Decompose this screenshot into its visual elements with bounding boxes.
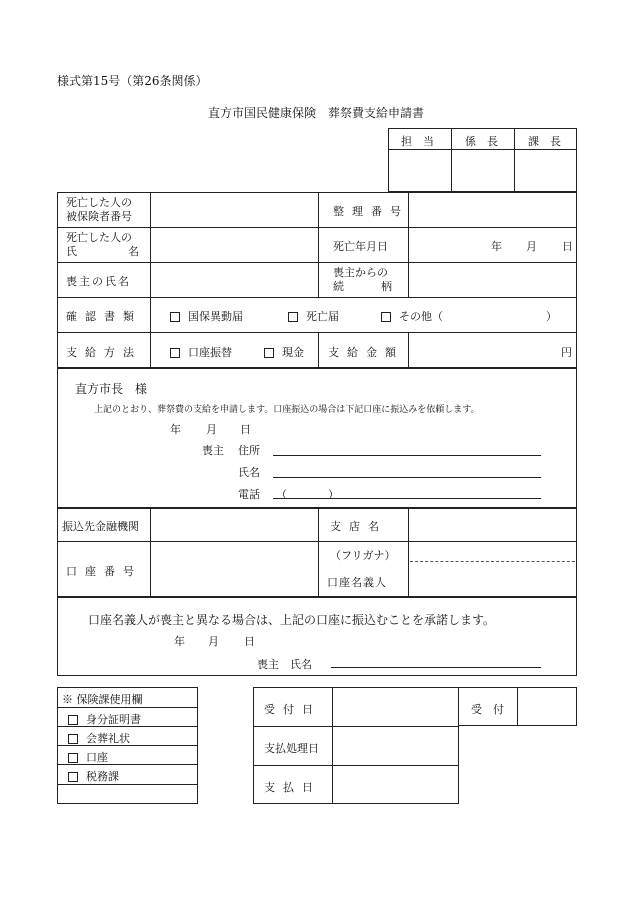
insured-number-field[interactable] [152,195,316,225]
doc-option-3-close: ） [546,310,557,323]
doc-option-2[interactable] [288,308,339,324]
consent-year: 年 [174,635,185,648]
deceased-name-label-l2a: 氏 [66,245,77,258]
request-phone-label: 電話 [238,488,260,501]
insured-number-label-l2: 被保険者番号 [66,210,132,223]
payment-date-label: 支払日 [264,781,321,794]
deceased-name-label-l2b: 名 [128,245,139,258]
furigana-field[interactable] [410,544,575,559]
death-date-label: 死亡年月日 [333,240,388,253]
payment-processing-date-field[interactable] [334,728,456,763]
account-number-field[interactable] [152,544,316,595]
doc-option-1[interactable] [170,308,243,324]
checkbox-icon[interactable] [68,715,78,725]
bank-institution-label: 振込先金融機関 [62,520,139,533]
furigana-label: （フリガナ） [330,549,396,562]
checkbox-icon[interactable] [381,312,391,322]
mourner-name-label: 喪主の氏名 [66,275,131,288]
ref-number-label: 整理番号 [333,205,409,218]
branch-label: 支店名 [330,520,387,533]
yen-unit: 円 [561,346,572,359]
death-day: 日 [562,240,573,253]
account-holder-label: 口座名義人 [327,576,387,589]
request-body: 上記のとおり、葬祭費の支給を申請します。口座振込の場合は下記口座に振込みを依頼します。 [94,405,480,415]
request-mourner: 喪主 [202,444,224,457]
death-month: 月 [526,240,537,253]
doc-option-3[interactable] [381,308,443,324]
pay-option-cash-label: 現金 [282,346,304,359]
name-line[interactable] [273,477,541,478]
ref-number-field[interactable] [410,195,575,225]
phone-paren-open: （ [276,488,287,501]
request-name-label: 氏名 [238,466,260,479]
death-date-field[interactable] [410,230,485,260]
checkbox-icon[interactable] [68,753,78,763]
bank-institution-field[interactable] [152,511,316,539]
relation-label-l1: 喪主からの [333,266,388,279]
pay-option-transfer[interactable] [170,344,232,360]
form-title: 直方市国民健康保険 葬祭費支給申請書 [208,106,425,120]
address-line[interactable] [273,455,541,456]
account-holder-field[interactable] [410,564,575,595]
request-year: 年 [170,423,181,436]
consent-month: 月 [208,635,219,648]
consent-section [57,597,577,676]
deceased-name-label-l1: 死亡した人の [66,231,132,244]
office-use-title: ※ 保険課使用欄 [62,693,143,706]
office-use-item-label: 身分証明書 [86,713,141,726]
office-use-item[interactable] [68,768,119,784]
mourner-name-field[interactable] [152,265,316,295]
deceased-name-field[interactable] [152,230,316,260]
approval-kacho: 課 長 [528,135,561,148]
received-stamp-field[interactable] [519,689,575,724]
approval-kakaricho: 係 長 [465,135,498,148]
payment-date-field[interactable] [334,767,456,802]
request-address-label: 住所 [238,444,260,457]
checkbox-icon[interactable] [68,772,78,782]
checkbox-icon[interactable] [68,734,78,744]
request-month: 月 [206,423,217,436]
phone-paren-close: ） [328,488,339,501]
received-label: 受 付 [471,703,504,716]
insured-number-label [66,196,132,224]
account-number-label: 口座番号 [66,565,142,578]
doc-option-1-label: 国保異動届 [188,310,243,323]
deceased-name-label [66,231,146,259]
addressee: 直方市長 様 [75,382,148,396]
received-date-field[interactable] [334,689,456,724]
pay-option-transfer-label: 口座振替 [188,346,232,359]
consent-day: 日 [244,635,255,648]
form-number: 様式第15号（第26条関係） [57,74,208,88]
checkbox-icon[interactable] [288,312,298,322]
docs-label: 確認書類 [66,310,142,323]
pay-amount-label: 支給金額 [328,346,404,359]
checkbox-icon[interactable] [264,348,274,358]
phone-line[interactable] [273,498,541,499]
request-day: 日 [240,423,251,436]
office-use-item-label: 口座 [86,751,108,764]
approval-tanto: 担 当 [401,135,434,148]
pay-amount-field[interactable] [410,335,555,365]
relation-label-l2a: 続 [333,280,344,293]
doc-option-2-label: 死亡届 [306,310,339,323]
consent-text: 口座名義人が喪主と異なる場合は、上記の口座に振込むことを承諾します。 [88,613,496,627]
payment-processing-date-label: 支払処理日 [264,742,319,755]
relation-field[interactable] [410,265,575,295]
relation-label-l2b: 柄 [381,280,392,293]
consent-name-line[interactable] [331,667,541,668]
doc-option-3-label: その他（ [399,310,443,323]
received-date-label: 受付日 [264,703,321,716]
checkbox-icon[interactable] [170,348,180,358]
office-use-item-label: 会葬礼状 [86,732,130,745]
checkbox-icon[interactable] [170,312,180,322]
consent-mourner-name-label: 喪主 氏名 [257,658,312,671]
pay-option-cash[interactable] [264,344,304,360]
death-year: 年 [491,240,502,253]
office-use-item[interactable] [68,730,130,746]
relation-label [333,266,395,294]
office-use-item-label: 税務課 [86,770,119,783]
branch-field[interactable] [410,511,575,539]
office-use-item[interactable] [68,711,141,727]
payment-method-label: 支給方法 [66,346,142,359]
office-use-item[interactable] [68,749,108,765]
insured-number-label-l1: 死亡した人の [66,196,132,209]
